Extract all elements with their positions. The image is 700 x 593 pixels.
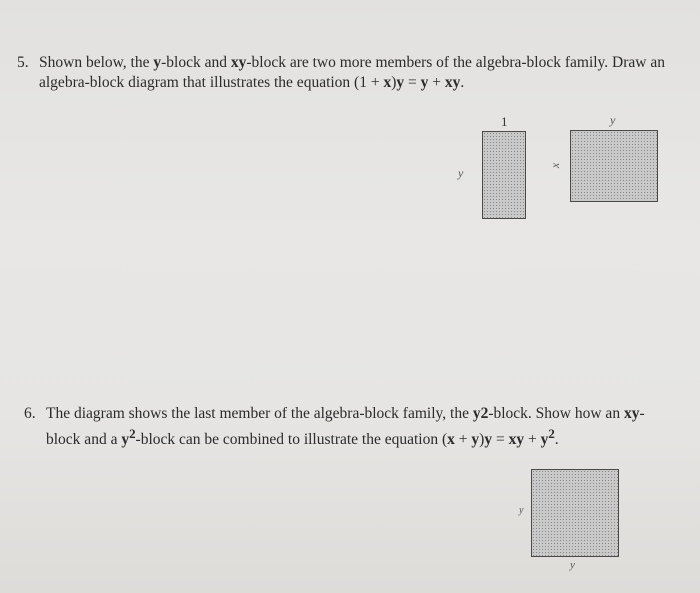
p6-eq-rhs-y2-base: y	[540, 431, 549, 449]
y2-block-width-label: y	[570, 559, 575, 571]
y-block-height-label: y	[458, 166, 464, 180]
p5-eq-rhs-xy: xy	[444, 74, 461, 91]
p6-eq-y-factor: y	[484, 431, 493, 449]
p6-eq-close: )	[479, 431, 485, 449]
problem-6-text	[46, 404, 674, 450]
p6-text-c: -block and a	[46, 405, 645, 449]
problem-5-text	[39, 53, 687, 93]
xy-block	[570, 130, 658, 202]
p5-text-c: -block are two more members of the algebra-block family. Draw an algebra-block diagram that illustrates the equation (1 +	[39, 54, 665, 91]
p6-eq-plus2: +	[524, 431, 541, 449]
p5-text-b: -block and	[161, 54, 231, 71]
problem-6-number: 6.	[24, 405, 36, 422]
xy-block-height-label: x	[548, 162, 563, 169]
p6-y2-term	[121, 426, 136, 449]
p5-text-a: Shown below, the	[39, 54, 154, 71]
y-block-width-label: 1	[501, 114, 508, 129]
problem-5-number: 5.	[17, 54, 29, 71]
p5-eq-plus: +	[428, 74, 445, 91]
p6-text-b: -block. Show how an	[488, 405, 624, 422]
problem-5	[17, 53, 687, 93]
p5-eq-end: .	[460, 74, 465, 91]
p6-text-d: -block can be combined to illustrate the equation	[135, 431, 442, 449]
p6-eq-open: (	[442, 431, 448, 449]
p5-y-block-term: y	[153, 54, 162, 71]
p6-eq-plus1: +	[454, 431, 472, 449]
p5-eq-rhs-y: y	[420, 74, 429, 91]
p6-eq-equals: =	[492, 431, 509, 449]
p6-y2-block-term: y2	[472, 405, 489, 422]
y2-block-height-label: y	[519, 505, 524, 516]
p6-eq-end: .	[554, 431, 559, 449]
p5-eq-equals: =	[404, 74, 421, 91]
y2-block	[531, 469, 619, 557]
p6-text-a: The diagram shows the last member of the algebra-block family, the	[46, 405, 473, 422]
p6-eq-rhs-y2	[540, 426, 555, 449]
p6-eq-rhs-y2-exponent: 2	[548, 426, 555, 441]
p5-eq-x: x	[383, 74, 392, 91]
p5-eq-y: y	[396, 74, 405, 91]
p5-xy-block-term: xy	[230, 54, 247, 71]
p6-eq-rhs-xy: xy	[508, 431, 525, 449]
y-block	[482, 131, 526, 219]
p6-eq-x: x	[447, 431, 455, 449]
problem-6	[24, 404, 674, 450]
p6-y2-exponent: 2	[129, 426, 136, 441]
p5-eq-paren: )	[391, 74, 397, 91]
xy-block-width-label: y	[610, 113, 616, 127]
p6-eq-y: y	[471, 431, 480, 449]
p6-xy-block-term: xy	[623, 405, 640, 422]
p6-y2-base: y	[121, 431, 130, 449]
